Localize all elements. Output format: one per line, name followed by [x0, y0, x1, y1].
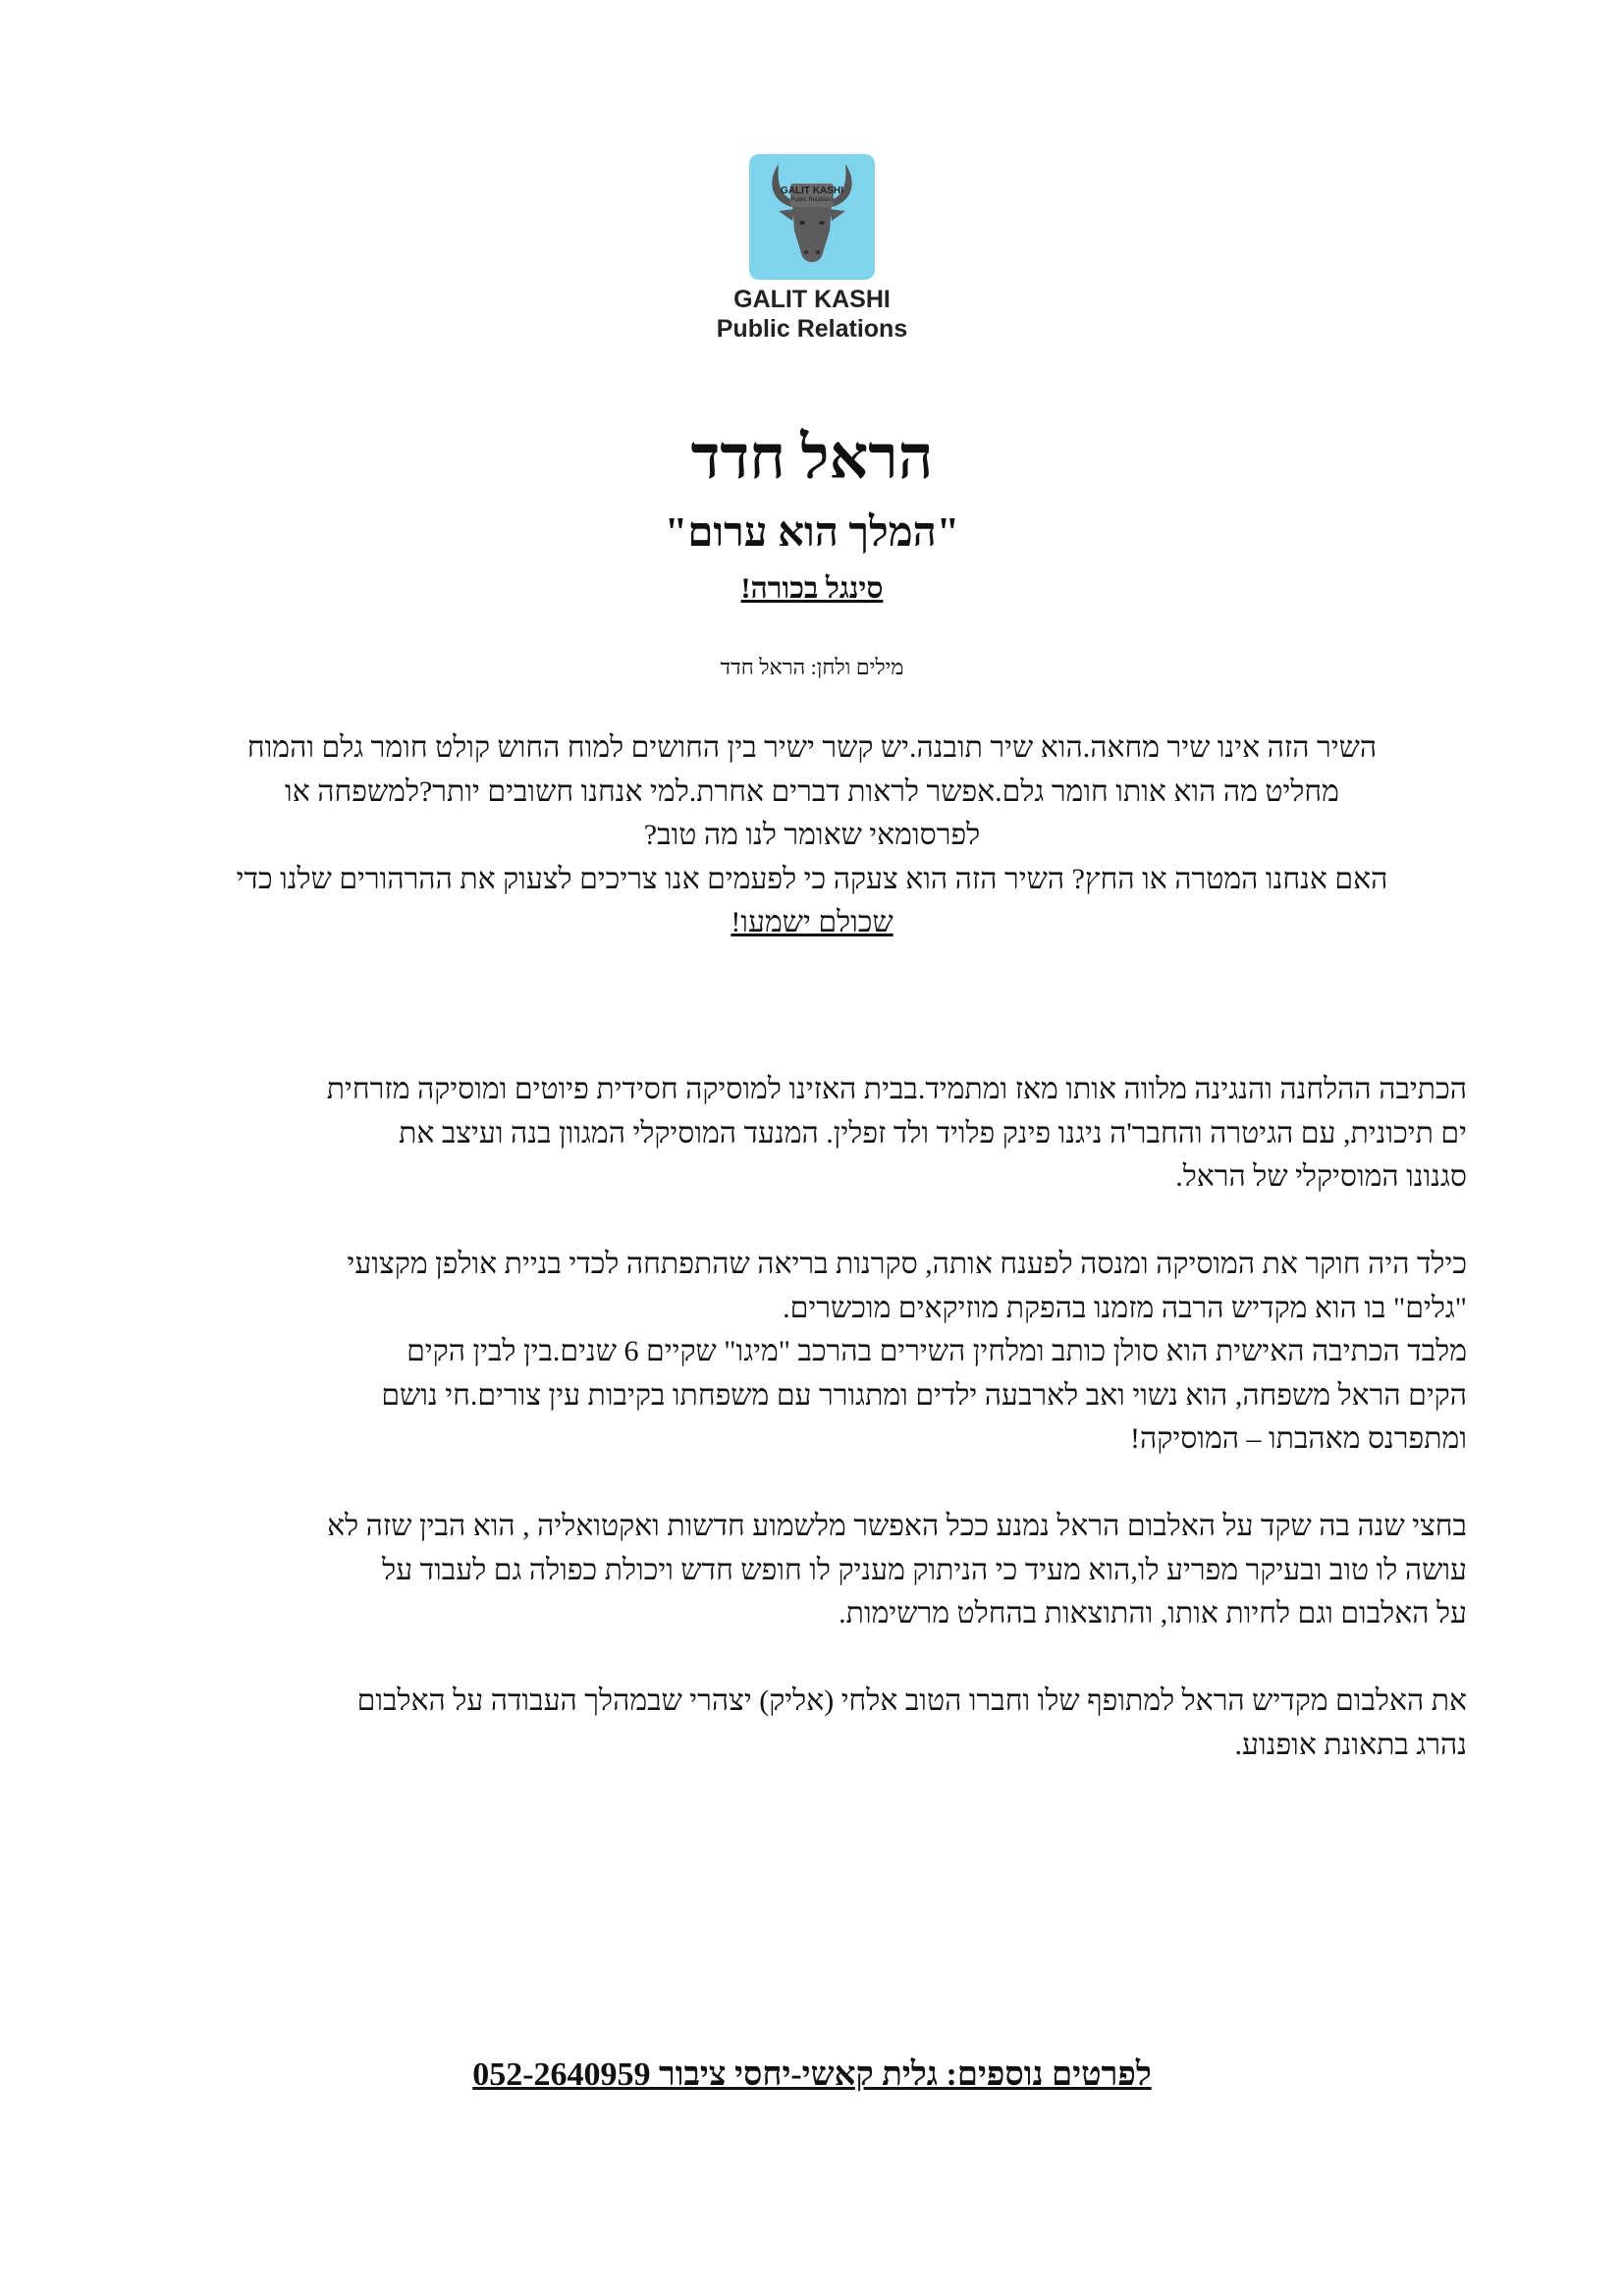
contact-footer: לפרטים נוספים: גלית קאשי-יחסי ציבור 052-2640959	[472, 2056, 1152, 2093]
body-line: בחצי שנה בה שקד על האלבום הראל נמנע ככל האפשר מלשמוע חדשות ואקטואליה , הוא הבין שזה לא	[327, 1510, 1467, 1542]
artist-title: הראל חדד	[690, 425, 934, 492]
body-line: סגנונו המוסיקלי של הראל.	[1175, 1160, 1467, 1193]
bull-head-icon	[749, 154, 875, 280]
body-line: נהרג בתאונת אופנוע.	[1234, 1728, 1467, 1761]
credits-line: מילים ולחן: הראל חדד	[720, 655, 904, 679]
body-line: ומתפרנס מאהבתו – המוסיקה!	[1130, 1422, 1467, 1455]
intro-line: השיר הזה אינו שיר מחאה.הוא שיר תובנה.יש קשר ישיר בין החושים למוח החוש קולט חומר גלם והמוח	[246, 731, 1378, 764]
body-line: ים תיכונית, עם הגיטרה והחבר'ה ניגנו פינק פלויד ולד זפלין. המנעד המוסיקלי המגוון בנה ועיצב את	[399, 1116, 1467, 1149]
body-line: "גלים" בו הוא מקדיש הרבה מזמנו בהפקת מוזיקאים מוכשרים.	[783, 1291, 1467, 1324]
logo-mark-text	[749, 187, 875, 204]
logo	[0, 154, 1624, 285]
song-title: "המלך הוא ערום"	[664, 510, 960, 556]
body-line: הקים הראל משפחה, הוא נשוי ואב לארבעה ילדים ומתגורר עם משפחתו בקיבות עין צורים.חי נושם	[381, 1378, 1467, 1412]
logo-box	[749, 154, 875, 280]
body-line: מלבד הכתיבה האישית הוא סולן כותב ומלחין השירים בהרכב "מיגו" שקיים 6 שנים.בין לבין הקים	[406, 1335, 1467, 1367]
body-paragraph-2	[167, 1243, 1467, 1462]
body-line: כילד היה חוקר את המוסיקה ומנסה לפענח אותה, סקרנות בריאה שהתפתחה לכדי בניית אולפן מקצועי	[347, 1248, 1467, 1280]
company-block	[0, 285, 1624, 344]
body-line: את האלבום מקדיש הראל למתופף שלו וחברו הטוב אלחי (אליק) יצהרי שבמהלך העבודה על האלבום	[356, 1684, 1467, 1717]
body-text	[167, 1068, 1467, 1767]
company-tagline: Public Relations	[716, 315, 908, 343]
body-paragraph-3	[167, 1505, 1467, 1636]
body-paragraph-1	[167, 1068, 1467, 1200]
intro-last-line: שכולם ישמעו!	[731, 906, 893, 938]
intro-line: האם אנחנו המטרה או החץ? השיר הזה הוא צעקה כי לפעמים אנו צריכים לצעוק את ההרהורים שלנו כדי	[236, 862, 1388, 895]
body-line: על האלבום וגם לחיות אותו, והתוצאות בהחלט מרשימות.	[839, 1597, 1467, 1629]
body-line: הכתיבה ההלחנה והנגינה מלווה אותו מאז ומתמיד.בבית האזינו למוסיקה חסידית פיוטים ומוסיקה מזרחית	[326, 1073, 1467, 1105]
intro-paragraph	[137, 726, 1487, 945]
intro-line: לפרסומאי שאומר לנו מה טוב?	[643, 819, 981, 851]
body-line: עושה לו טוב ובעיקר מפריע לו,הוא מעיד כי הניתוק מעניק לו חופש חדש ויכולת כפולה גם לעבוד על	[382, 1553, 1467, 1586]
body-paragraph-4	[167, 1680, 1467, 1767]
company-name: GALIT KASHI	[733, 286, 891, 313]
intro-line: מחליט מה הוא אותו חומר גלם.אפשר לראות דברים אחרת.למי אנחנו חשובים יותר?למשפחה או	[285, 774, 1339, 808]
single-label: סינגל בכורה!	[740, 572, 884, 605]
logo-mark-name: GALIT KASHI	[781, 186, 843, 196]
logo-mark-subtext: Public Relations	[790, 197, 834, 203]
